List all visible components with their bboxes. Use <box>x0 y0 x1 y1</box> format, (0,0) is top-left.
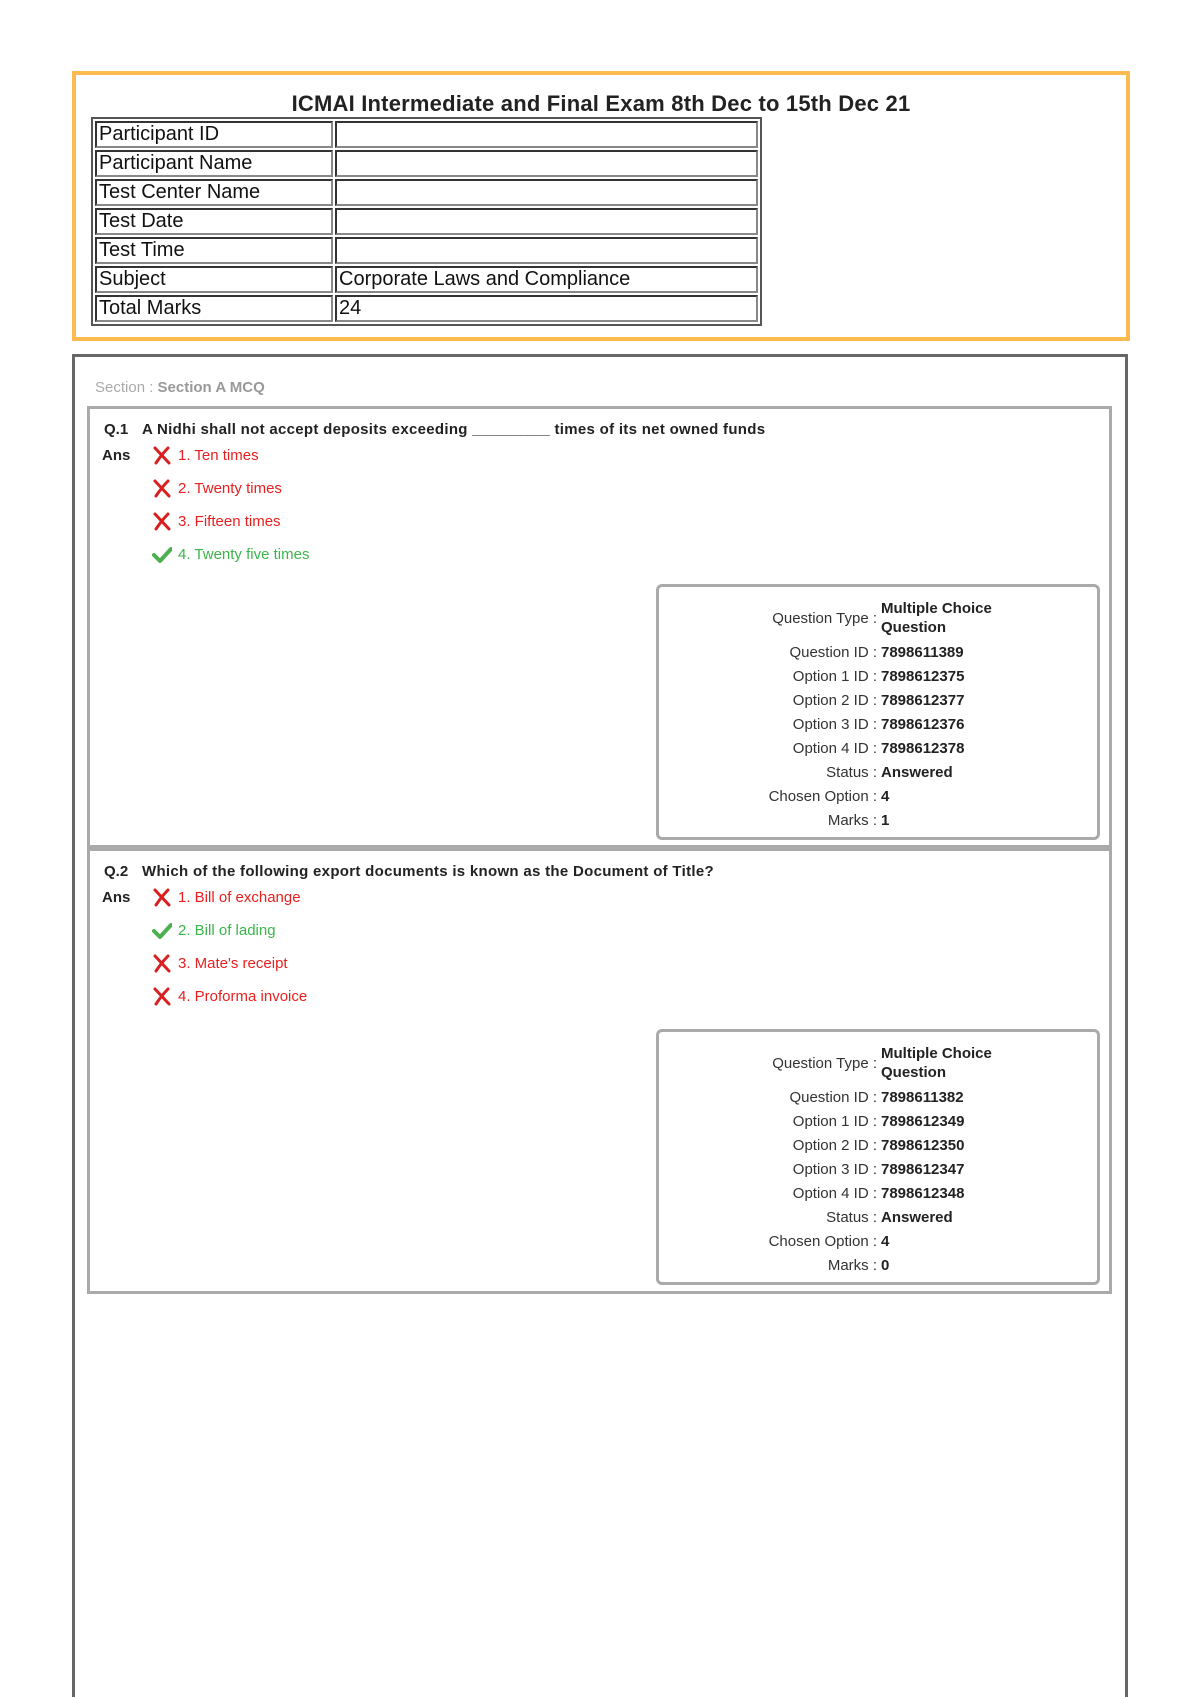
row-label: Total Marks <box>95 295 333 322</box>
answer-option <box>152 986 307 1006</box>
detail-key: Question ID : <box>789 1089 877 1106</box>
detail-row <box>659 665 1097 689</box>
detail-value: Multiple Choice Question <box>881 600 992 636</box>
detail-value: 4 <box>881 788 890 805</box>
option-label: 4. Proforma invoice <box>178 987 308 1005</box>
table-row <box>95 237 758 264</box>
detail-row <box>659 689 1097 713</box>
detail-value: 7898611389 <box>881 644 964 661</box>
section-container <box>72 354 1128 1697</box>
detail-row <box>659 1110 1097 1134</box>
section-label <box>95 379 265 396</box>
detail-row <box>659 1206 1097 1230</box>
option-label: 3. Fifteen times <box>178 512 281 530</box>
detail-row <box>659 1086 1097 1110</box>
row-label: Test Date <box>95 208 333 235</box>
table-row <box>95 295 758 322</box>
detail-row <box>659 1158 1097 1182</box>
detail-value: 7898612347 <box>881 1161 965 1178</box>
detail-key: Option 2 ID : <box>792 692 877 709</box>
answer-label: Ans <box>102 447 131 464</box>
table-row <box>95 179 758 206</box>
detail-key: Chosen Option : <box>768 788 877 805</box>
detail-row <box>659 1134 1097 1158</box>
detail-key: Question Type : <box>772 609 877 627</box>
detail-value: 7898611382 <box>881 1089 964 1106</box>
answer-label: Ans <box>102 889 131 906</box>
detail-row <box>659 1182 1097 1206</box>
detail-key: Option 4 ID : <box>792 740 877 757</box>
detail-value: 7898612378 <box>881 740 965 757</box>
option-label: 1. Ten times <box>178 446 259 464</box>
detail-key: Marks : <box>827 812 877 829</box>
check-icon <box>152 920 172 940</box>
detail-value: 7898612348 <box>881 1185 965 1202</box>
row-value: 24 <box>335 295 758 322</box>
option-label: 2. Bill of lading <box>178 921 276 939</box>
detail-value: 1 <box>881 812 890 829</box>
question-text: A Nidhi shall not accept deposits exceeding _________ times of its net owned funds <box>142 421 766 438</box>
detail-key: Chosen Option : <box>768 1233 877 1250</box>
detail-key: Status : <box>826 1209 877 1226</box>
detail-key: Status : <box>826 764 877 781</box>
detail-row <box>659 785 1097 809</box>
question-number: Q.2 <box>104 863 129 880</box>
detail-row <box>659 641 1097 665</box>
detail-value: Multiple Choice Question <box>881 1045 992 1081</box>
detail-key: Option 4 ID : <box>792 1185 877 1202</box>
detail-key: Option 1 ID : <box>792 1113 877 1130</box>
detail-row <box>659 761 1097 785</box>
detail-key: Option 2 ID : <box>792 1137 877 1154</box>
detail-row <box>659 737 1097 761</box>
answer-option <box>152 953 288 973</box>
table-row <box>95 208 758 235</box>
row-value <box>335 150 758 177</box>
detail-key: Option 3 ID : <box>792 716 877 733</box>
answer-option <box>152 478 282 498</box>
cross-icon <box>152 986 172 1006</box>
exam-title: ICMAI Intermediate and Final Exam 8th Dec to 15th Dec 21 <box>291 91 911 116</box>
detail-key: Option 3 ID : <box>792 1161 877 1178</box>
answer-option <box>152 887 301 907</box>
question-text: Which of the following export documents is known as the Document of Title? <box>142 863 714 880</box>
detail-value: 7898612349 <box>881 1113 965 1130</box>
check-icon <box>152 544 172 564</box>
cross-icon <box>152 445 172 465</box>
option-label: 4. Twenty five times <box>178 545 310 563</box>
option-label: 3. Mate's receipt <box>178 954 288 972</box>
row-value <box>335 179 758 206</box>
row-label: Test Center Name <box>95 179 333 206</box>
detail-row <box>659 599 1097 637</box>
cross-icon <box>152 478 172 498</box>
detail-row <box>659 1044 1097 1082</box>
cross-icon <box>152 511 172 531</box>
table-row <box>95 266 758 293</box>
detail-key: Question ID : <box>789 644 877 661</box>
detail-row <box>659 713 1097 737</box>
detail-value: 7898612375 <box>881 668 965 685</box>
detail-key: Option 1 ID : <box>792 668 877 685</box>
answer-option <box>152 445 259 465</box>
detail-key: Question Type : <box>772 1054 877 1072</box>
detail-value: Answered <box>881 764 953 781</box>
detail-value: 7898612350 <box>881 1137 965 1154</box>
option-label: 1. Bill of exchange <box>178 888 301 906</box>
detail-value: 7898612376 <box>881 716 965 733</box>
question-details-panel <box>656 584 1100 840</box>
question-details-panel <box>656 1029 1100 1285</box>
row-label: Participant ID <box>95 121 333 148</box>
detail-value: 0 <box>881 1257 890 1274</box>
detail-row <box>659 1230 1097 1254</box>
detail-value: 7898612377 <box>881 692 965 709</box>
answer-option <box>152 920 276 940</box>
section-name: Section A MCQ <box>157 379 265 396</box>
row-value <box>335 237 758 264</box>
detail-value: Answered <box>881 1209 953 1226</box>
row-value <box>335 121 758 148</box>
table-row <box>95 150 758 177</box>
question-card <box>87 406 1112 848</box>
option-label: 2. Twenty times <box>178 479 282 497</box>
question-number: Q.1 <box>104 421 129 438</box>
detail-key: Marks : <box>827 1257 877 1274</box>
participant-info-table <box>91 117 762 326</box>
detail-row <box>659 1254 1097 1278</box>
row-label: Participant Name <box>95 150 333 177</box>
table-row <box>95 121 758 148</box>
row-label: Test Time <box>95 237 333 264</box>
exam-header <box>72 71 1130 341</box>
answer-option <box>152 511 281 531</box>
section-prefix: Section : <box>95 379 158 396</box>
cross-icon <box>152 953 172 973</box>
detail-row <box>659 809 1097 833</box>
cross-icon <box>152 887 172 907</box>
detail-value: 4 <box>881 1233 890 1250</box>
answer-option <box>152 544 309 564</box>
row-label: Subject <box>95 266 333 293</box>
row-value: Corporate Laws and Compliance <box>335 266 758 293</box>
question-card <box>87 848 1112 1294</box>
row-value <box>335 208 758 235</box>
